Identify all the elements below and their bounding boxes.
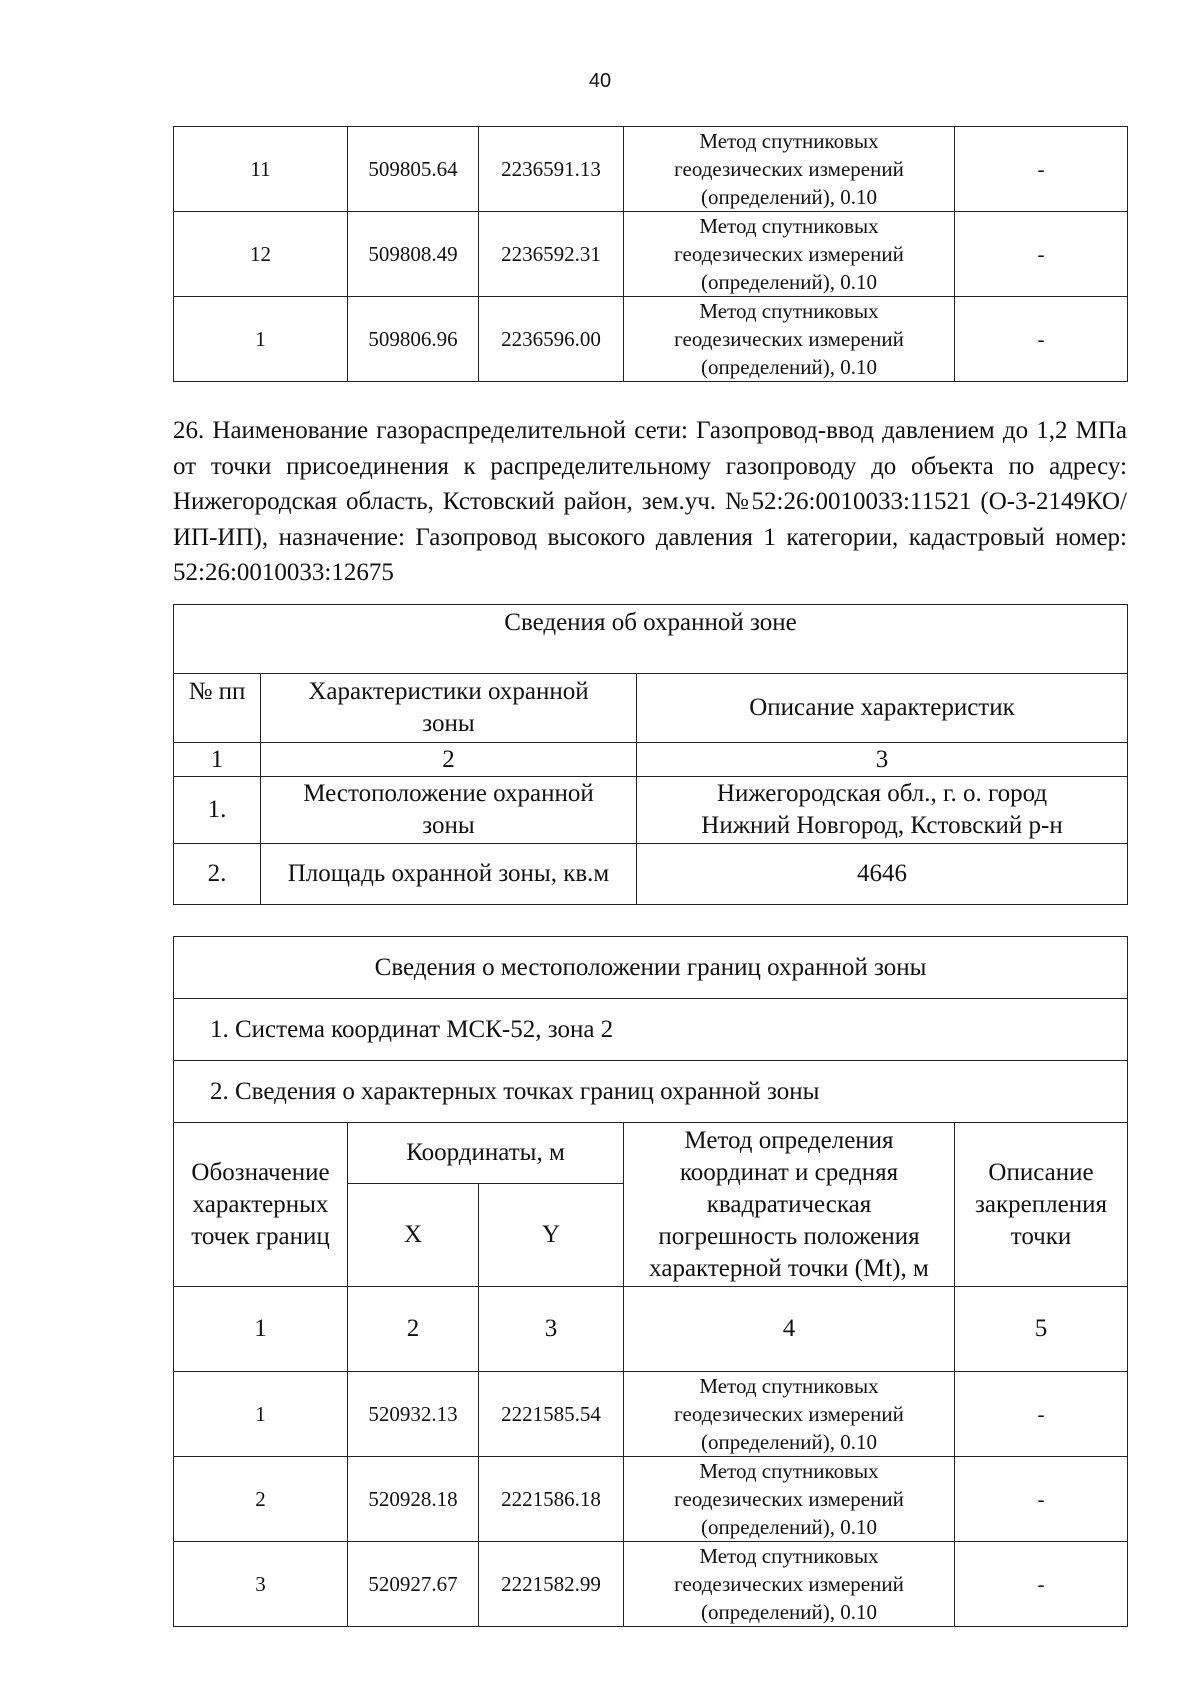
row-characteristic: Площадь охранной зоны, кв.м [261, 844, 637, 905]
table-header-row [174, 1123, 1128, 1184]
index-cell: 3 [637, 743, 1128, 777]
point-description: - [955, 297, 1128, 382]
table-index-row [174, 743, 1128, 777]
index-cell: 2 [348, 1287, 479, 1372]
table-title-row [174, 937, 1128, 999]
point-x: 509808.49 [348, 212, 479, 297]
point-description: - [955, 127, 1128, 212]
point-method: Метод спутниковых геодезических измерений (определений), 0.10 [624, 127, 955, 212]
coords-table-title: Сведения о местоположении границ охранной зоны [174, 937, 1128, 999]
point-number: 3 [174, 1542, 348, 1627]
point-method: Метод спутниковых геодезических измерений (определений), 0.10 [624, 297, 955, 382]
point-x: 520927.67 [348, 1542, 479, 1627]
header-description: Описание закрепления точки [955, 1123, 1128, 1287]
point-y: 2221585.54 [479, 1372, 624, 1457]
index-cell: 4 [624, 1287, 955, 1372]
row-description: 4646 [637, 844, 1128, 905]
table-row [174, 127, 1128, 212]
header-y: Y [479, 1184, 624, 1287]
header-x: X [348, 1184, 479, 1287]
row-num: 2. [174, 844, 261, 905]
point-y: 2221582.99 [479, 1542, 624, 1627]
points-title-row [174, 1061, 1128, 1123]
index-cell: 2 [261, 743, 637, 777]
point-description: - [955, 212, 1128, 297]
row-description: Нижегородская обл., г. о. город Нижний Новгород, Кстовский р-н [637, 777, 1128, 844]
point-y: 2236591.13 [479, 127, 624, 212]
table-header-row [174, 674, 1128, 743]
point-method: Метод спутниковых геодезических измерений (определений), 0.10 [624, 1542, 955, 1627]
point-number: 1 [174, 297, 348, 382]
point-y: 2221586.18 [479, 1457, 624, 1542]
point-description: - [955, 1372, 1128, 1457]
point-y: 2236592.31 [479, 212, 624, 297]
point-number: 1 [174, 1372, 348, 1457]
table-row [174, 777, 1128, 844]
point-number: 11 [174, 127, 348, 212]
table-row [174, 297, 1128, 382]
point-x: 520932.13 [348, 1372, 479, 1457]
index-cell: 1 [174, 1287, 348, 1372]
index-cell: 5 [955, 1287, 1128, 1372]
point-y: 2236596.00 [479, 297, 624, 382]
table-index-row [174, 1287, 1128, 1372]
header-num: № пп [174, 674, 261, 743]
index-cell: 1 [174, 743, 261, 777]
table-title-row [174, 605, 1128, 674]
points-title: 2. Сведения о характерных точках границ охранной зоны [174, 1061, 1128, 1123]
index-cell: 3 [479, 1287, 624, 1372]
zone-info-table [173, 604, 1128, 905]
row-characteristic: Местоположение охранной зоны [261, 777, 637, 844]
point-method: Метод спутниковых геодезических измерений (определений), 0.10 [624, 1457, 955, 1542]
header-description: Описание характеристик [637, 674, 1128, 743]
point-description: - [955, 1457, 1128, 1542]
zone-table-title: Сведения об охранной зоне [174, 605, 1128, 674]
section-26-paragraph: 26. Наименование газораспределительной сети: Газопровод-ввод давлением до 1,2 МПа от точки присоединения к распределительному газопроводу до объекта по адресу: Нижегородская область, Кстовский район, зем.уч. №52:26:0010033:11521 (О-3-2149КО/ИП-ИП), назначение: Газопровод высокого давления 1 категории, кадастровый номер: 52:26:0010033:12675 [173, 417, 1127, 587]
header-designation: Обозначение характерных точек границ [174, 1123, 348, 1287]
points-table-continuation [173, 126, 1128, 382]
header-characteristics: Характеристики охранной зоны [261, 674, 637, 743]
table-row [174, 212, 1128, 297]
point-number: 12 [174, 212, 348, 297]
row-num: 1. [174, 777, 261, 844]
table-row [174, 1372, 1128, 1457]
table-row [174, 1542, 1128, 1627]
table-row [174, 844, 1128, 905]
point-method: Метод спутниковых геодезических измерений (определений), 0.10 [624, 212, 955, 297]
point-method: Метод спутниковых геодезических измерений (определений), 0.10 [624, 1372, 955, 1457]
point-x: 520928.18 [348, 1457, 479, 1542]
coordinate-system: 1. Система координат МСК-52, зона 2 [174, 999, 1128, 1061]
point-description: - [955, 1542, 1128, 1627]
table-row [174, 1457, 1128, 1542]
point-x: 509806.96 [348, 297, 479, 382]
header-method: Метод определения координат и средняя квадратическая погрешность положения характерной точки (Mt), м [624, 1123, 955, 1287]
header-coordinates: Координаты, м [348, 1123, 624, 1184]
system-row [174, 999, 1128, 1061]
boundary-coordinates-table [173, 936, 1128, 1627]
point-x: 509805.64 [348, 127, 479, 212]
page-number: 40 [588, 70, 612, 92]
point-number: 2 [174, 1457, 348, 1542]
